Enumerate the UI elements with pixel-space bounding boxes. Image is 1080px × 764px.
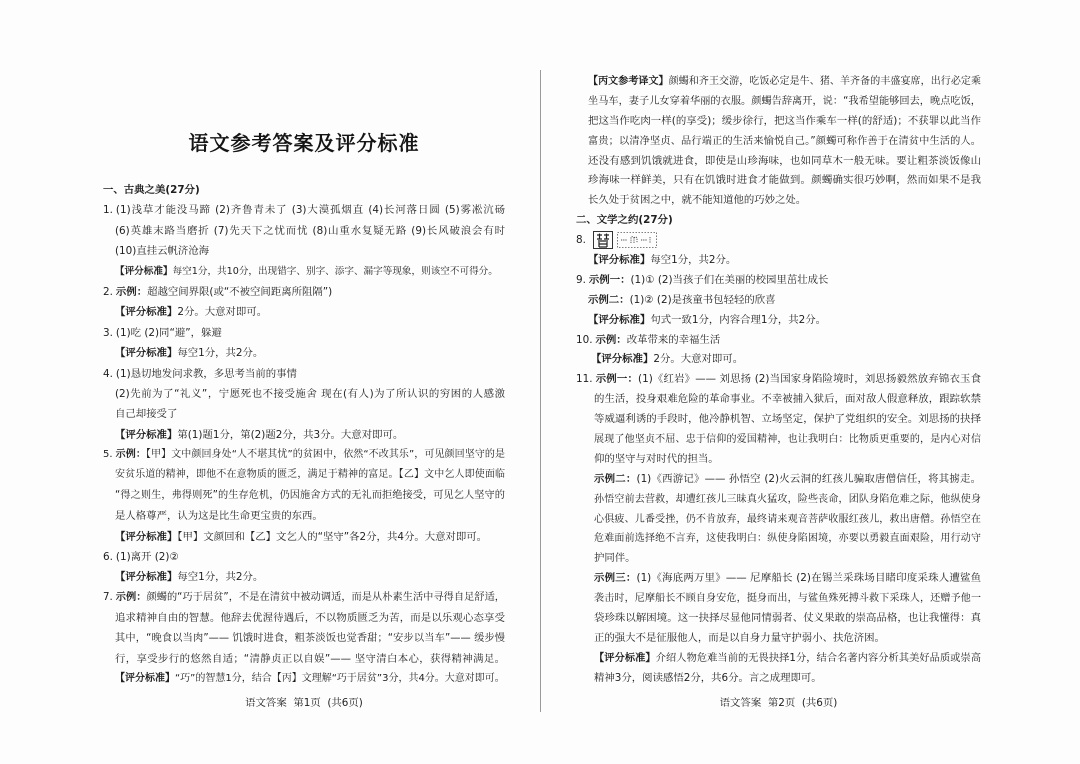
answer-line (576, 510, 981, 530)
answer-line (576, 370, 981, 390)
answer-line (576, 450, 981, 470)
scoring-line (576, 669, 981, 689)
answer-text: 仰的坚守与对时代的担当。 (594, 452, 719, 465)
translation-text: 还没有感到饥饿就进食，即使是山珍海味，也如同草木一般无味。要让粗茶淡饭像山 (588, 154, 981, 167)
answer-line (103, 588, 505, 608)
answer-text: 正的强大不是征服他人，而是以自身力量守护弱小、扶危济困。 (594, 631, 885, 644)
scoring-line (103, 567, 505, 587)
question-number: 8. (576, 234, 586, 247)
question-number: 6. (103, 551, 113, 564)
scoring-line (576, 350, 981, 370)
translation-label: 【丙文参考译文】 (588, 76, 669, 87)
scoring-text: 介绍人物危难当前的无畏抉择1分，结合名著内容分析其美好品质或崇高 (655, 652, 981, 664)
translation-line (576, 191, 981, 211)
answer-text: 【甲】文中颜回身处“人不堪其忧”的贫困中，依然“不改其乐”，可见颜回坚守的是 (145, 449, 505, 461)
answer-text: 护同伴。 (594, 552, 636, 565)
answer-text: 超越空间界限(或“不被空间距离所阻隔”) (147, 285, 333, 298)
answer-line (576, 271, 981, 291)
answer-text: 改革带来的幸福生活 (626, 333, 721, 346)
scoring-text: 每空1分，共2分。 (177, 347, 264, 360)
answer-text: 孙悟空前去营救，却遭红孩儿三昧真火猛攻，险些丧命，团队身陷危难之际，他纵使身 (594, 493, 981, 505)
answer-text: 是人格尊严，认为这是比生命更宝贵的东西。 (115, 510, 323, 523)
scoring-text: 精神3分，阅读感悟2分，共6分。言之成理即可。 (594, 671, 822, 684)
section-heading: 二、文学之约(27分) (576, 214, 673, 227)
answer-line (576, 331, 981, 351)
answer-text: (1)《海底两万里》—— 尼摩船长 (2)在锡兰采珠场目睹印度采珠人遭鲨鱼 (636, 572, 981, 585)
translation-line (576, 92, 981, 112)
answer-line (103, 486, 505, 506)
answer-line (103, 200, 505, 220)
translation-line (576, 152, 981, 172)
answer-line (103, 506, 505, 526)
answer-text: (1)吃 (2)同“避”，躲避 (115, 326, 222, 339)
question-number: 3. (103, 326, 113, 339)
answer-line (576, 490, 981, 510)
example-label: 示例： (115, 449, 146, 461)
answer-text: 心俱疲、儿番受挫，仍不肯放弃，最终请来观音菩萨收服红孩儿，救出唐僧。孙悟空在 (594, 513, 981, 525)
page-title: 语文参考答案及评分标准 (188, 131, 420, 155)
translation-text: 长久处于贫困之中，就不能知道他的巧妙之处。 (588, 194, 807, 207)
answer-text: 的生活，投身艰难危险的革命事业。不幸被捕入狱后，面对敌人假意释放，跟踪软禁 (594, 393, 981, 406)
scoring-label: 【评分标准】 (115, 571, 178, 584)
answer-line (576, 231, 981, 251)
scoring-line (103, 669, 505, 689)
answer-text: (2)先前为了“礼义”，宁愿死也不接受施舍 现在(有人)为了所认识的穷困的人感激 (115, 387, 505, 400)
question-number: 10. (576, 333, 593, 346)
handwriting-sample-image (617, 232, 657, 248)
translation-line (576, 112, 981, 132)
answer-line (576, 390, 981, 410)
answer-text: 颜蠋的“巧于居贫”，不是在清贫中被动调适，而是从朴素生活中寻得自足舒适， (146, 591, 505, 603)
question-number: 2. (103, 285, 113, 298)
answer-line (576, 589, 981, 609)
example-label: 示例： (115, 285, 148, 298)
scoring-label: 【评分标准】 (115, 347, 178, 360)
scoring-label: 【评分标准】 (591, 353, 654, 366)
answer-line (103, 445, 505, 465)
translation-text: 坐马车，妻子儿女穿着华丽的衣服。颜蠋告辞离开，说：“我希望能够回去，晚点吃饭， (588, 95, 981, 107)
right-page-content (576, 72, 981, 689)
scoring-text: 【甲】文颜回和【乙】文乞人的“坚守”各2分，共4分。大意对即可。 (177, 530, 488, 543)
answer-line (576, 470, 981, 490)
answer-line (103, 323, 505, 343)
scoring-label: 【评分标准】 (115, 530, 178, 543)
answer-text: 行，享受步行的悠然自适；“清静贞正以自娱”—— 坚守清白本心，获得精神满足。 (115, 652, 505, 665)
example-label: 示例三： (594, 572, 637, 585)
left-page-content (103, 180, 505, 690)
scoring-text: 2分。大意对即可。 (653, 353, 744, 366)
example-label: 示例二： (588, 293, 630, 306)
example-label: 示例一： (588, 273, 631, 286)
translation-text: 富贵；以清净坚贞、品行端正的生活来愉悦自己。”颜蠋可称作善于在清贫中生活的人。 (588, 135, 981, 147)
answer-line (576, 609, 981, 629)
answer-text: 其中，“晚食以当肉”—— 饥饿时进食，粗茶淡饭也觉香甜；“安步以当车”—— 缓步慢 (115, 632, 505, 644)
answer-line (103, 282, 505, 302)
scoring-label: 【评分标准】 (115, 306, 178, 319)
answer-line (576, 569, 981, 589)
answer-text: 展现了他坚贞不屈、忠于信仰的爱国精神，也让我明白：比物质更重要的，是内心对信 (594, 434, 981, 446)
example-label: 示例： (115, 591, 147, 603)
scoring-text: 句式一致1分，内容合理1分，共2分。 (650, 313, 827, 326)
answer-text: (1)① (2)当孩子们在美丽的校园里茁壮成长 (630, 273, 829, 286)
answer-text: 袋珍珠以解困境。这一抉择尽显他同情弱者、仗义果敢的崇高品格，也让我懂得：真 (594, 612, 981, 625)
scoring-line (103, 425, 505, 445)
handwriting-sample-image (593, 231, 613, 249)
translation-text: 颜蠋和齐王交游，吃饭必定是牛、猪、羊齐备的丰盛宴席，出行必定乘 (668, 76, 981, 87)
answer-text: (1)《西游记》—— 孙悟空 (2)火云洞的红孩儿骗取唐僧信任，将其掳走。 (636, 472, 981, 485)
answer-text: 自己却接受了 (115, 408, 178, 421)
scoring-line (576, 251, 981, 271)
scoring-label: 【评分标准】 (115, 673, 175, 685)
question-number: 7. (103, 591, 113, 603)
answer-text: (6)英雄末路当磨折 (7)先天下之忧而忧 (8)山重水复疑无路 (9)长风破浪会有时 (115, 224, 505, 237)
scoring-text: “巧”的智慧1分，结合【丙】文理解“巧于居贫”3分，共4分。大意对即可。 (175, 673, 505, 685)
answer-text: 追求精神自由的智慧。他辞去优渥待遇后，不以物质匮乏为苦，而是以乐观心态享受 (115, 612, 505, 625)
scoring-line (103, 262, 505, 282)
page-footer: 语文答案 第2页 (共6页) (719, 697, 838, 709)
scoring-text: 每空1分，共2分。 (650, 254, 737, 267)
scoring-text: 每空1分，共10分，出现错字、别字、添字、漏字等现象，则该空不可得分。 (172, 265, 498, 277)
scoring-line (103, 302, 505, 322)
translation-text: 把这当作吃肉一样(的享受)；缓步徐行，把这当作乘车一样(的舒适)；不获罪以此当作 (588, 114, 981, 127)
answer-text: (1)恳切地发问求教，多思考当前的事情 (115, 367, 297, 380)
answer-line (576, 629, 981, 649)
answer-text: (1)浅草才能没马蹄 (2)齐鲁青未了 (3)大漠孤烟直 (4)长河落日圆 (5)雾凇沆砀 (115, 204, 505, 217)
answer-text: 安贫乐道的精神，即他不在意物质的匮乏，满足于精神的富足。【乙】文中乞人即使面临 (115, 469, 505, 481)
answer-text: “得之则生，弗得则死”的生存危机，仍因施舍方式的无礼而拒绝接受，可见乞人坚守的 (115, 489, 505, 501)
question-number: 9. (576, 273, 586, 286)
scoring-line (576, 649, 981, 669)
section-heading: 一、古典之美(27分) (103, 184, 200, 196)
answer-line (576, 430, 981, 450)
translation-line (576, 132, 981, 152)
scoring-text: 每空1分，共2分。 (177, 571, 264, 584)
answer-text: 等威逼利诱的手段时，他冷静机智、立场坚定，保护了党组织的安全。刘思扬的抉择 (594, 413, 981, 426)
answer-line (103, 241, 505, 261)
scoring-label: 【评分标准】 (115, 428, 178, 441)
question-number: 1. (103, 204, 113, 217)
scoring-label: 【评分标准】 (588, 254, 651, 267)
answer-line (103, 629, 505, 649)
page-divider (540, 70, 541, 712)
answer-text: (1)《红岩》—— 刘思扬 (2)当国家身陷险境时，刘思扬毅然放弃锦衣玉食 (638, 373, 981, 386)
answer-line (103, 221, 505, 241)
scoring-text: 2分。大意对即可。 (177, 306, 268, 319)
answer-text: 袭击时，尼摩船长不顾自身安危，挺身而出，与鲨鱼殊死搏斗救下采珠人，还赠予他一 (594, 593, 981, 605)
example-label: 示例二： (594, 472, 637, 485)
page-footer: 语文答案 第1页 (共6页) (245, 697, 363, 709)
question-number: 4. (103, 367, 113, 380)
example-label: 示例一： (595, 373, 639, 386)
answer-line (576, 529, 981, 549)
answer-text: 危难面前选择绝不言弃，这使我明白：纵使身陷困境，亦要以勇毅直面艰险，用行动守 (594, 533, 981, 545)
answer-text: (1)② (2)是孩童书包轻轻的欣喜 (629, 293, 776, 306)
answer-line (103, 384, 505, 404)
scoring-label: 【评分标准】 (115, 265, 173, 277)
scoring-line (576, 311, 981, 331)
scoring-line (103, 343, 505, 363)
answer-line (576, 549, 981, 569)
answer-text: (10)直挂云帆济沧海 (115, 245, 210, 258)
scoring-text: 第(1)题1分，第(2)题2分，共3分。大意对即可。 (177, 428, 404, 441)
answer-line (576, 410, 981, 430)
question-number: 11. (576, 373, 593, 386)
scoring-label: 【评分标准】 (588, 313, 651, 326)
answer-line (576, 291, 981, 311)
answer-line (103, 465, 505, 485)
answer-line (103, 608, 505, 628)
answer-text: (1)离开 (2)② (115, 551, 179, 564)
scoring-label: 【评分标准】 (594, 652, 656, 664)
scoring-line (103, 527, 505, 547)
answer-line (103, 364, 505, 384)
example-label: 示例： (595, 333, 627, 346)
question-number: 5. (103, 449, 113, 461)
answer-line (103, 547, 505, 567)
answer-line (103, 404, 505, 424)
translation-text: 珍海味一样鲜美，只有在饥饿时进食才能做到。颜蠋确实很巧妙啊，然而如果不是我 (588, 174, 981, 187)
answer-line (103, 649, 505, 669)
translation-line (576, 171, 981, 191)
translation-line (576, 72, 981, 92)
